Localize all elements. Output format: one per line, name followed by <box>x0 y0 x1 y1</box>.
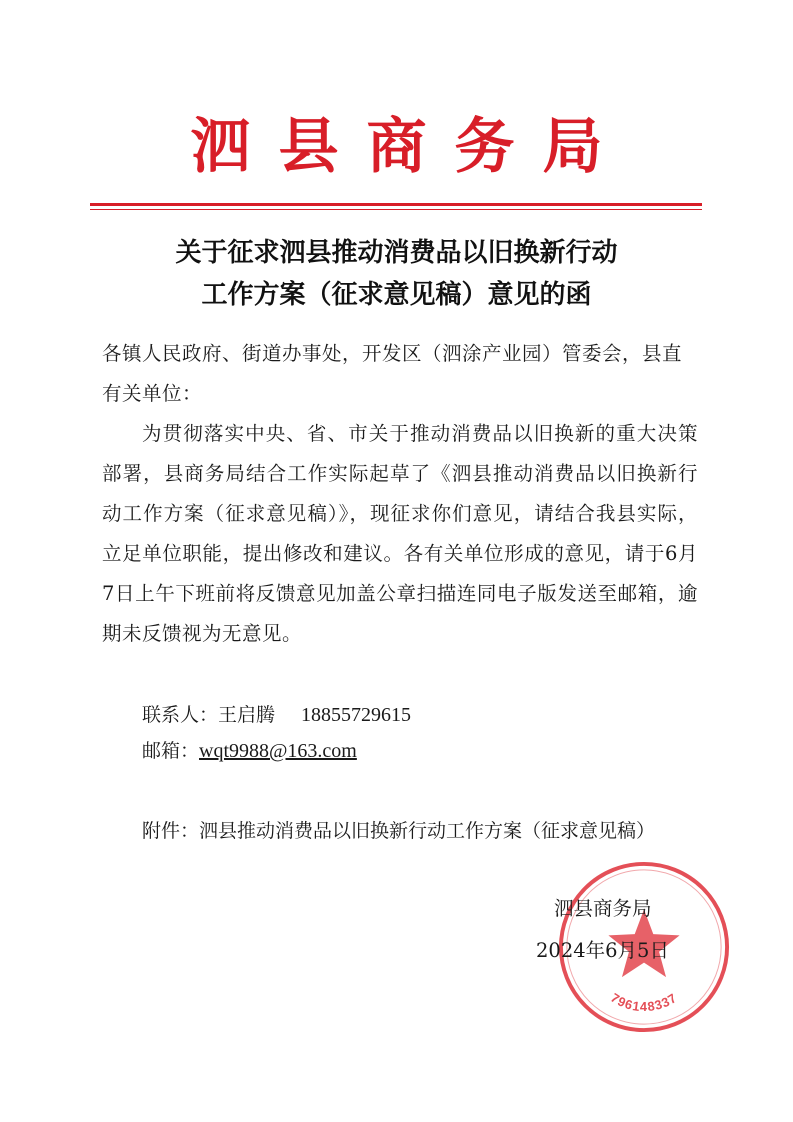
contact-person-line <box>142 700 411 730</box>
body-paragraph: 为贯彻落实中央、省、市关于推动消费品以旧换新的重大决策部署，县商务局结合工作实际起草了《泗县推动消费品以旧换新行动工作方案（征求意见稿）》，现征求你们意见，请结合我县实际，立足单位职能，提出修改和建议。各有关单位形成的意见，请于6月7日上午下班前将反馈意见加盖公章扫描连同电子版发送至邮箱，逾期未反馈视为无意见。 <box>102 422 698 645</box>
recipients: 各镇人民政府、街道办事处，开发区（泗涂产业园）管委会，县直有关单位： <box>102 342 683 405</box>
contact-phone: 18855729615 <box>301 704 412 726</box>
seal-code: 796148337 <box>608 989 680 1015</box>
contact-email-link[interactable]: wqt9988@163.com <box>199 740 357 762</box>
letterhead-divider-thick <box>90 203 702 206</box>
contact-email-line <box>142 736 357 766</box>
signature-date: 2024年6月5日 <box>536 939 669 962</box>
document-title-line-1: 关于征求泗县推动消费品以旧换新行动 <box>175 238 618 268</box>
contact-person-label: 联系人： <box>142 704 219 726</box>
letterhead-divider-thin <box>90 209 702 210</box>
contact-person-name: 王启腾 <box>218 704 276 726</box>
svg-text:796148337 <box>608 990 680 1014</box>
attachment-note: 附件：泗县推动消费品以旧换新行动工作方案（征求意见稿） <box>142 820 656 842</box>
document-title-line-2: 工作方案（征求意见稿）意见的函 <box>201 280 592 310</box>
letterhead-org-name: 泗县商务局 <box>190 112 631 182</box>
document-title <box>0 232 793 316</box>
contact-email-label: 邮箱： <box>142 740 200 762</box>
signature-org: 泗县商务局 <box>554 897 652 920</box>
